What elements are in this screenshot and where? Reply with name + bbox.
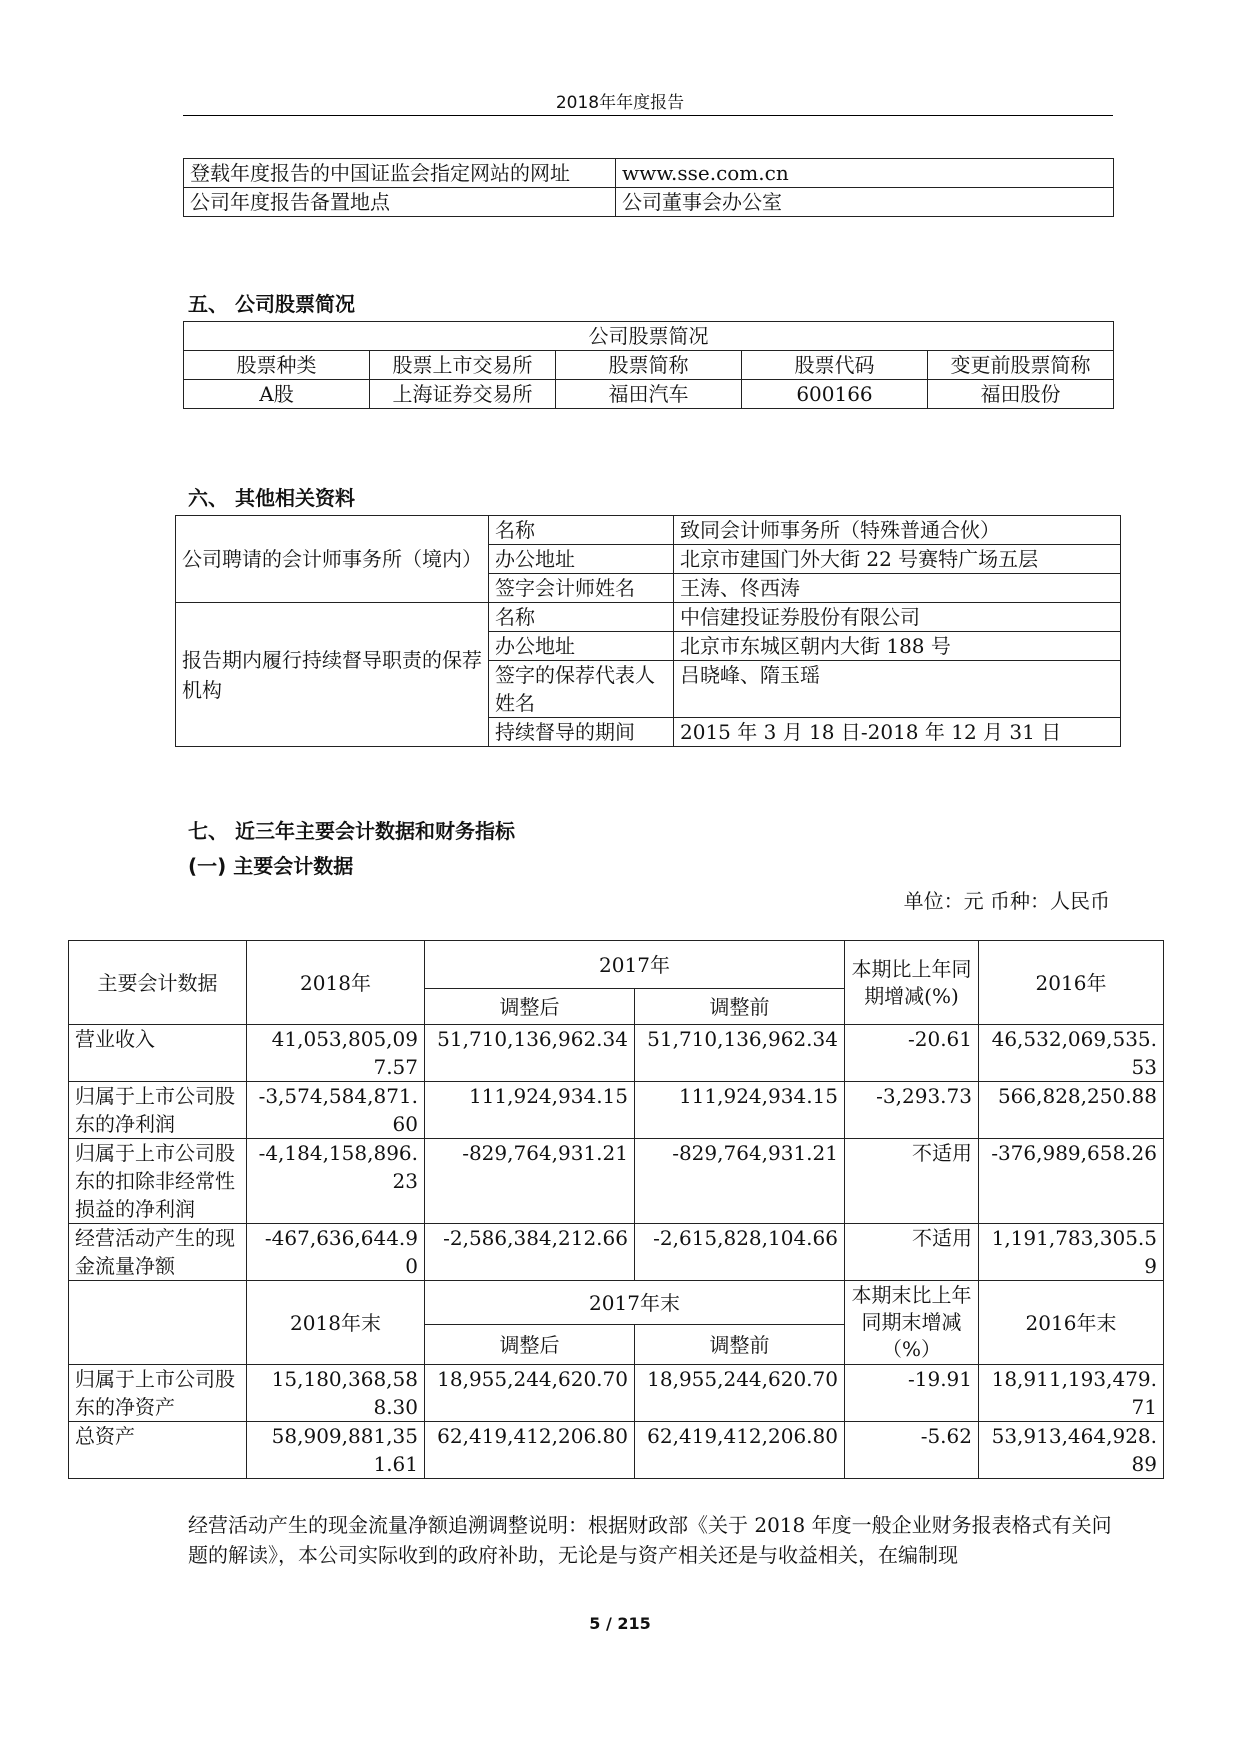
value-2017-before: 111,924,934.15 <box>635 1082 845 1139</box>
website-label: 登载年度报告的中国证监会指定网站的网址 <box>184 159 616 188</box>
sponsor-label: 报告期内履行持续督导职责的保荐机构 <box>176 603 489 747</box>
auditor-value-name: 致同会计师事务所（特殊普通合伙） <box>674 516 1121 545</box>
row-label: 归属于上市公司股东的扣除非经常性损益的净利润 <box>69 1139 247 1224</box>
stock-table-title: 公司股票简况 <box>184 322 1114 351</box>
value-change: 不适用 <box>845 1224 979 1281</box>
page-number: 5 / 215 <box>589 1614 651 1633</box>
table-row <box>176 516 1121 545</box>
col-header-2017-end: 2017年末 <box>425 1281 845 1325</box>
row-label: 营业收入 <box>69 1025 247 1082</box>
value-2016: 566,828,250.88 <box>979 1082 1164 1139</box>
value-2016: 46,532,069,535.53 <box>979 1025 1164 1082</box>
auditor-key-address: 办公地址 <box>489 545 674 574</box>
accounting-data-table <box>68 940 1164 1479</box>
col-header-2016: 2016年 <box>979 941 1164 1025</box>
value-2018: 15,180,368,588.30 <box>247 1365 425 1422</box>
value-2017-after: -2,586,384,212.66 <box>425 1224 635 1281</box>
value-2016: 18,911,193,479.71 <box>979 1365 1164 1422</box>
col-header: 股票简称 <box>556 351 742 380</box>
table-row <box>184 188 1114 217</box>
cash-flow-adjustment-note: 经营活动产生的现金流量净额追溯调整说明：根据财政部《关于 2018 年度一般企业财务报表格式有关问题的解读》，本公司实际收到的政府补助，无论是与资产相关还是与收益相关，在编制现 <box>188 1513 1112 1567</box>
value-2017-after: 18,955,244,620.70 <box>425 1365 635 1422</box>
value-change: -19.91 <box>845 1365 979 1422</box>
sponsor-value-address: 北京市东城区朝内大街 188 号 <box>674 632 1121 661</box>
stock-type: A股 <box>184 380 370 409</box>
report-location-table <box>183 158 1114 217</box>
table-row <box>69 1139 1164 1224</box>
col-header: 股票上市交易所 <box>370 351 556 380</box>
table-row <box>69 1082 1164 1139</box>
sponsor-value-period: 2015 年 3 月 18 日-2018 年 12 月 31 日 <box>674 718 1121 747</box>
header-divider <box>183 115 1113 116</box>
col-header-main-data: 主要会计数据 <box>69 941 247 1025</box>
value-2016: -376,989,658.26 <box>979 1139 1164 1224</box>
col-header-2017: 2017年 <box>425 941 845 989</box>
value-2017-before: -2,615,828,104.66 <box>635 1224 845 1281</box>
value-2017-after: 62,419,412,206.80 <box>425 1422 635 1479</box>
table-row <box>69 1422 1164 1479</box>
stock-overview-table <box>183 321 1114 409</box>
col-header-adjusted-before: 调整前 <box>635 1325 845 1365</box>
other-info-table <box>175 515 1121 747</box>
col-header-adjusted-after: 调整后 <box>425 989 635 1025</box>
sponsor-key-address: 办公地址 <box>489 632 674 661</box>
auditor-label: 公司聘请的会计师事务所（境内） <box>176 516 489 603</box>
value-change: -3,293.73 <box>845 1082 979 1139</box>
sponsor-key-representatives: 签字的保荐代表人姓名 <box>489 661 674 718</box>
value-2018: -467,636,644.90 <box>247 1224 425 1281</box>
table-row <box>184 322 1114 351</box>
value-2017-before: 62,419,412,206.80 <box>635 1422 845 1479</box>
unit-label: 单位：元 币种：人民币 <box>903 889 1110 913</box>
stock-short-name: 福田汽车 <box>556 380 742 409</box>
value-change: -5.62 <box>845 1422 979 1479</box>
col-header-adjusted-before: 调整前 <box>635 989 845 1025</box>
row-label: 总资产 <box>69 1422 247 1479</box>
table-header-row <box>69 1281 1164 1325</box>
table-header-row <box>184 351 1114 380</box>
col-header-change: 本期比上年同期增减(%) <box>845 941 979 1025</box>
table-header-row <box>69 941 1164 989</box>
col-header: 变更前股票简称 <box>928 351 1114 380</box>
auditor-value-address: 北京市建国门外大街 22 号赛特广场五层 <box>674 545 1121 574</box>
table-row <box>184 380 1114 409</box>
value-2016: 1,191,783,305.59 <box>979 1224 1164 1281</box>
col-header-2018-end: 2018年末 <box>247 1281 425 1365</box>
col-header-2016-end: 2016年末 <box>979 1281 1164 1365</box>
value-2018: 41,053,805,097.57 <box>247 1025 425 1082</box>
value-2017-before: -829,764,931.21 <box>635 1139 845 1224</box>
section-6-heading: 六、 其他相关资料 <box>188 486 355 510</box>
col-header-2018: 2018年 <box>247 941 425 1025</box>
value-2017-after: -829,764,931.21 <box>425 1139 635 1224</box>
table-row <box>69 1365 1164 1422</box>
table-row <box>69 1224 1164 1281</box>
value-change: 不适用 <box>845 1139 979 1224</box>
sponsor-value-representatives: 吕晓峰、隋玉瑶 <box>674 661 1121 718</box>
col-header-change-end: 本期末比上年同期末增减（%） <box>845 1281 979 1365</box>
stock-exchange: 上海证券交易所 <box>370 380 556 409</box>
value-2017-before: 51,710,136,962.34 <box>635 1025 845 1082</box>
stock-code: 600166 <box>742 380 928 409</box>
value-2017-after: 111,924,934.15 <box>425 1082 635 1139</box>
table-row <box>184 159 1114 188</box>
auditor-value-signers: 王涛、佟西涛 <box>674 574 1121 603</box>
former-short-name: 福田股份 <box>928 380 1114 409</box>
col-header-adjusted-after: 调整后 <box>425 1325 635 1365</box>
sponsor-value-name: 中信建投证券股份有限公司 <box>674 603 1121 632</box>
section-7-heading: 七、 近三年主要会计数据和财务指标 <box>188 819 515 843</box>
sponsor-key-period: 持续督导的期间 <box>489 718 674 747</box>
value-2018: -3,574,584,871.60 <box>247 1082 425 1139</box>
sponsor-key-name: 名称 <box>489 603 674 632</box>
filing-location-value: 公司董事会办公室 <box>616 188 1114 217</box>
value-2018: 58,909,881,351.61 <box>247 1422 425 1479</box>
auditor-key-name: 名称 <box>489 516 674 545</box>
col-header: 股票代码 <box>742 351 928 380</box>
row-label: 经营活动产生的现金流量净额 <box>69 1224 247 1281</box>
auditor-key-signers: 签字会计师姓名 <box>489 574 674 603</box>
section-5-heading: 五、 公司股票简况 <box>188 292 355 316</box>
value-2016: 53,913,464,928.89 <box>979 1422 1164 1479</box>
empty-header-cell <box>69 1281 247 1365</box>
row-label: 归属于上市公司股东的净资产 <box>69 1365 247 1422</box>
value-2017-before: 18,955,244,620.70 <box>635 1365 845 1422</box>
col-header: 股票种类 <box>184 351 370 380</box>
table-row <box>176 603 1121 632</box>
row-label: 归属于上市公司股东的净利润 <box>69 1082 247 1139</box>
filing-location-label: 公司年度报告备置地点 <box>184 188 616 217</box>
page-header-title: 2018年年度报告 <box>555 93 685 113</box>
value-change: -20.61 <box>845 1025 979 1082</box>
table-row <box>69 1025 1164 1082</box>
value-2018: -4,184,158,896.23 <box>247 1139 425 1224</box>
section-7-subheading: (一) 主要会计数据 <box>188 854 354 878</box>
value-2017-after: 51,710,136,962.34 <box>425 1025 635 1082</box>
website-value: www.sse.com.cn <box>616 159 1114 188</box>
